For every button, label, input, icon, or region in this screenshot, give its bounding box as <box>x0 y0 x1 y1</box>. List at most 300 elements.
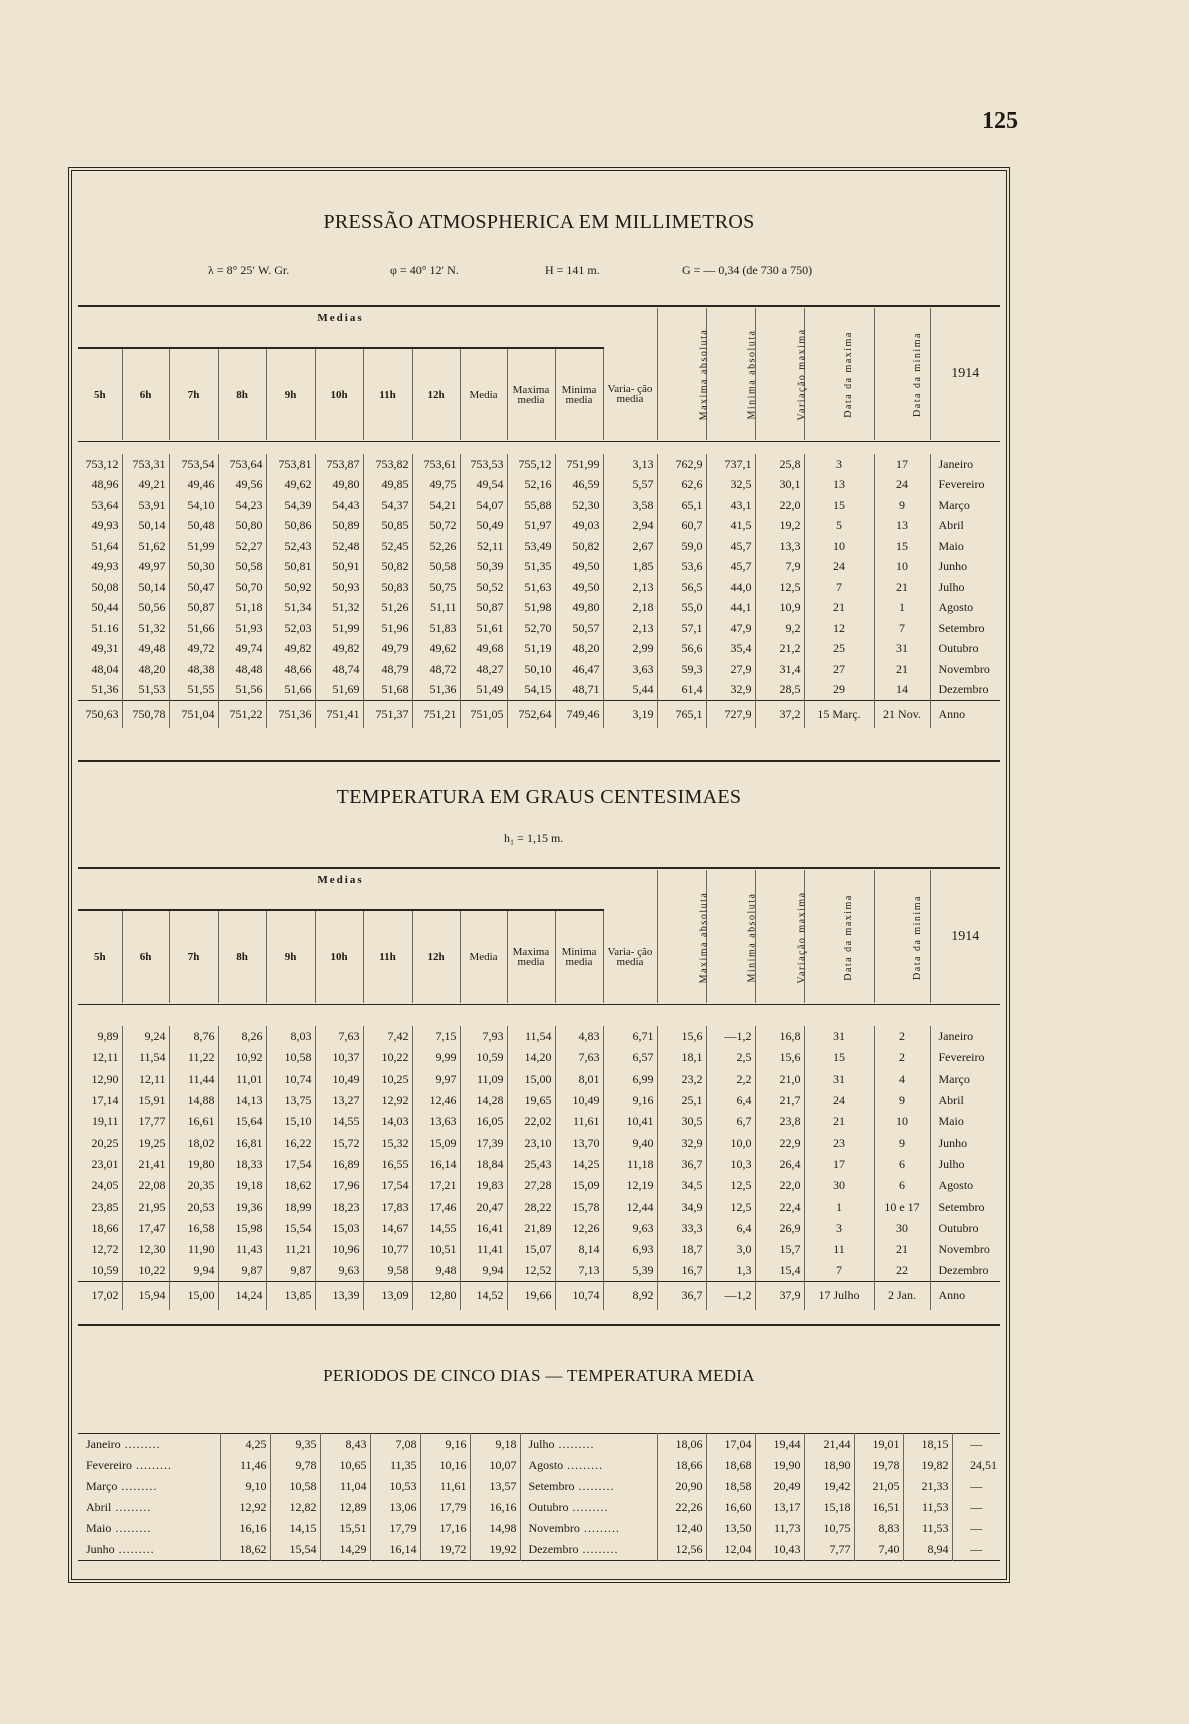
medias-label: Medias <box>317 312 364 324</box>
table-cell: 51,53 <box>122 680 169 701</box>
header-hour: 5h <box>93 951 106 963</box>
table-cell: 7,93 <box>460 1026 507 1047</box>
table-cell: 7,63 <box>315 1026 363 1047</box>
table-cell: 12,5 <box>706 1196 755 1217</box>
month-label: Novembro <box>930 1239 1000 1260</box>
period-value: 21,05 <box>854 1476 903 1497</box>
period-value: 18,90 <box>804 1455 854 1476</box>
table-cell: 6,93 <box>603 1239 657 1260</box>
header-hour: 8h <box>218 348 266 440</box>
table-row <box>78 1069 1000 1090</box>
table-row <box>78 1175 1000 1196</box>
table-cell: 50,58 <box>412 557 460 578</box>
table-cell: 53,91 <box>122 495 169 516</box>
table-cell: 49,93 <box>91 518 119 533</box>
table-cell: 49,97 <box>122 557 169 578</box>
table-cell: 43,1 <box>706 495 755 516</box>
period-month-right <box>520 1497 657 1518</box>
table-cell: 11,61 <box>555 1111 603 1132</box>
table-cell: 13,3 <box>755 536 804 557</box>
month-label: Novembro <box>930 659 1000 680</box>
table-cell: 3 <box>804 1218 874 1239</box>
table-cell: 49,80 <box>555 598 603 619</box>
table-cell: 52,27 <box>218 536 266 557</box>
table-cell: 13,63 <box>412 1111 460 1132</box>
month-label: Maio <box>930 536 1000 557</box>
pressure-table <box>78 454 1000 728</box>
table-cell: 8,76 <box>169 1026 218 1047</box>
table-cell: 51,18 <box>218 598 266 619</box>
table-cell: 11,43 <box>218 1239 266 1260</box>
table-cell: 13 <box>874 516 930 537</box>
period-value: — <box>952 1539 1000 1561</box>
table-row <box>78 659 1000 680</box>
table-cell: 34,5 <box>657 1175 706 1196</box>
table-cell: 32,9 <box>706 680 755 701</box>
table-cell: 10,51 <box>412 1239 460 1260</box>
header-media: Media <box>460 910 507 1003</box>
table-cell: 10 <box>874 1111 930 1132</box>
table-cell: 2,5 <box>706 1047 755 1068</box>
table-cell: 21 <box>874 659 930 680</box>
period-value: 13,17 <box>755 1497 804 1518</box>
page-frame <box>68 167 1010 1583</box>
period-value: 10,53 <box>370 1476 420 1497</box>
table-cell: 27,28 <box>507 1175 555 1196</box>
table-row <box>78 495 1000 516</box>
period-value: 11,73 <box>755 1518 804 1539</box>
table-cell: 4 <box>874 1069 930 1090</box>
table-cell: 11,09 <box>460 1069 507 1090</box>
table-cell: 24,05 <box>91 1178 119 1193</box>
table-cell: 49,75 <box>412 475 460 496</box>
table-cell: 15,72 <box>315 1132 363 1153</box>
table-cell: 16,61 <box>169 1111 218 1132</box>
table-cell: 50,48 <box>169 516 218 537</box>
table-cell: 22 <box>874 1260 930 1281</box>
header-variacao-maxima: Variação maxima <box>796 328 808 421</box>
table-cell: 12,46 <box>412 1090 460 1111</box>
table-row <box>78 639 1000 660</box>
table-cell: 10,59 <box>460 1047 507 1068</box>
table-cell: 25 <box>804 639 874 660</box>
table-cell: 49,72 <box>169 639 218 660</box>
table-cell: 48,66 <box>266 659 315 680</box>
table-cell: 47,9 <box>706 618 755 639</box>
table-cell: 762,9 <box>657 454 706 475</box>
pressure-rows <box>78 454 1000 728</box>
table-cell: 51,49 <box>460 680 507 701</box>
table-cell: 18,02 <box>169 1132 218 1153</box>
table-cell: 51,34 <box>266 598 315 619</box>
table-cell: 16,58 <box>169 1218 218 1239</box>
table-cell: 15,6 <box>755 1047 804 1068</box>
table-cell: 48,20 <box>122 659 169 680</box>
leader-dots: ......... <box>578 1542 619 1556</box>
period-value: 19,78 <box>854 1455 903 1476</box>
period-month-left <box>78 1434 220 1456</box>
table-cell: 10 <box>804 536 874 557</box>
table-cell: 5,57 <box>603 475 657 496</box>
annual-cell: 15,94 <box>122 1282 169 1310</box>
annual-cell: 14,24 <box>218 1282 266 1310</box>
table-cell: 51,69 <box>315 680 363 701</box>
period-value: 17,79 <box>420 1497 470 1518</box>
period-value: 9,18 <box>470 1434 520 1456</box>
table-cell: 753,64 <box>218 454 266 475</box>
annual-cell: 3,19 <box>603 700 657 728</box>
table-cell: 45,7 <box>706 557 755 578</box>
annual-cell: 13,39 <box>315 1282 363 1310</box>
period-value: 16,16 <box>470 1497 520 1518</box>
table-cell: 49,50 <box>555 577 603 598</box>
periods-title: PERIODOS DE CINCO DIAS — TEMPERATURA MEDIA <box>323 1366 755 1385</box>
table-cell: 8,01 <box>555 1069 603 1090</box>
table-cell: 19,25 <box>122 1132 169 1153</box>
table-cell: 6,71 <box>603 1026 657 1047</box>
table-cell: 10,58 <box>266 1047 315 1068</box>
table-cell: 9 <box>874 1090 930 1111</box>
table-cell: 3,13 <box>603 454 657 475</box>
period-value: 19,72 <box>420 1539 470 1561</box>
month-label: Junho <box>930 1132 1000 1153</box>
period-value: 10,65 <box>320 1455 370 1476</box>
table-cell: 30 <box>874 1218 930 1239</box>
leader-dots: ......... <box>131 1458 172 1472</box>
table-cell: 12,90 <box>91 1071 119 1086</box>
table-cell: 10,59 <box>91 1263 119 1278</box>
table-cell: 753,81 <box>266 454 315 475</box>
table-cell: 48,72 <box>412 659 460 680</box>
annual-cell: 765,1 <box>657 700 706 728</box>
table-cell: 14,25 <box>555 1154 603 1175</box>
month-name: Fevereiro <box>86 1458 132 1472</box>
table-cell: 24 <box>804 1090 874 1111</box>
table-cell: 22,4 <box>755 1196 804 1217</box>
table-cell: 3 <box>804 454 874 475</box>
table-cell: 51,66 <box>169 618 218 639</box>
table-cell: 26,9 <box>755 1218 804 1239</box>
table-cell: 19,11 <box>91 1114 119 1129</box>
table-cell: 2 <box>874 1026 930 1047</box>
leader-dots: ......... <box>111 1500 152 1514</box>
table-cell: 48,04 <box>91 661 119 676</box>
period-value: 12,92 <box>220 1497 270 1518</box>
table-cell: 15,00 <box>507 1069 555 1090</box>
table-row <box>78 1196 1000 1217</box>
table-cell: 14,55 <box>412 1218 460 1239</box>
leader-dots: ......... <box>554 1437 595 1451</box>
table-cell: 49,82 <box>266 639 315 660</box>
table-cell: 2,18 <box>603 598 657 619</box>
pressure-altitude: H = 141 m. <box>545 263 600 277</box>
period-value: 19,01 <box>854 1434 903 1456</box>
table-cell: 9,58 <box>363 1260 412 1281</box>
period-value: 9,10 <box>220 1476 270 1497</box>
annual-cell: 751,05 <box>460 700 507 728</box>
temperature-header <box>78 870 1000 1003</box>
period-value: 12,56 <box>657 1539 706 1561</box>
table-row <box>78 1090 1000 1111</box>
period-value: 11,53 <box>903 1518 952 1539</box>
annual-cell: 751,36 <box>266 700 315 728</box>
table-cell: 50,92 <box>266 577 315 598</box>
table-cell: 9,94 <box>169 1260 218 1281</box>
period-value: 7,08 <box>370 1434 420 1456</box>
header-hour: 10h <box>315 910 363 1003</box>
table-cell: 9 <box>874 1132 930 1153</box>
table-cell: 23,2 <box>657 1069 706 1090</box>
table-cell: 18,84 <box>460 1154 507 1175</box>
table-cell: 14,03 <box>363 1111 412 1132</box>
period-value: — <box>952 1518 1000 1539</box>
month-label: Julho <box>930 1154 1000 1175</box>
table-cell: 21,89 <box>507 1218 555 1239</box>
table-cell: 50,93 <box>315 577 363 598</box>
table-cell: 17,54 <box>363 1175 412 1196</box>
table-cell: 50,91 <box>315 557 363 578</box>
period-value: 18,06 <box>657 1434 706 1456</box>
table-cell: 12,5 <box>755 577 804 598</box>
table-cell: 49,03 <box>555 516 603 537</box>
annual-cell: 15,00 <box>169 1282 218 1310</box>
table-cell: 20,35 <box>169 1175 218 1196</box>
table-cell: 65,1 <box>657 495 706 516</box>
header-maxima-absoluta: Maxima absoluta <box>697 328 709 421</box>
period-value: 14,15 <box>270 1518 320 1539</box>
table-cell: 22,0 <box>755 495 804 516</box>
table-cell: 32,9 <box>657 1132 706 1153</box>
table-cell: 14,55 <box>315 1111 363 1132</box>
medias-label: Medias <box>317 874 364 886</box>
period-value: 17,04 <box>706 1434 755 1456</box>
period-month-right <box>520 1539 657 1561</box>
table-cell: 49,54 <box>460 475 507 496</box>
annual-row <box>78 1282 1000 1310</box>
annual-cell: 15 Març. <box>804 700 874 728</box>
table-cell: 6,99 <box>603 1069 657 1090</box>
month-label: Julho <box>930 577 1000 598</box>
table-cell: 46,47 <box>555 659 603 680</box>
period-month-right <box>520 1476 657 1497</box>
period-value: 18,68 <box>706 1455 755 1476</box>
table-cell: 30,5 <box>657 1111 706 1132</box>
table-cell: 6,7 <box>706 1111 755 1132</box>
table-cell: 25,8 <box>755 454 804 475</box>
table-cell: 15,09 <box>555 1175 603 1196</box>
table-cell: 50,85 <box>363 516 412 537</box>
annual-cell: 751,22 <box>218 700 266 728</box>
divider <box>78 760 1000 762</box>
table-cell: 11,22 <box>169 1047 218 1068</box>
table-cell: 10,41 <box>603 1111 657 1132</box>
table-cell: 51,66 <box>266 680 315 701</box>
table-cell: 9,97 <box>412 1069 460 1090</box>
table-cell: 7,42 <box>363 1026 412 1047</box>
annual-cell: 17 Julho <box>804 1282 874 1310</box>
period-value: 8,43 <box>320 1434 370 1456</box>
period-value: 16,14 <box>370 1539 420 1561</box>
table-cell: 60,7 <box>657 516 706 537</box>
period-value: 9,16 <box>420 1434 470 1456</box>
table-cell: 7,9 <box>755 557 804 578</box>
table-cell: 50,44 <box>91 600 119 615</box>
table-cell: 45,7 <box>706 536 755 557</box>
period-value: 18,66 <box>657 1455 706 1476</box>
table-cell: 22,9 <box>755 1132 804 1153</box>
table-cell: 11 <box>804 1239 874 1260</box>
table-cell: 54,10 <box>169 495 218 516</box>
table-cell: 17,21 <box>412 1175 460 1196</box>
table-cell: 14,20 <box>507 1047 555 1068</box>
table-cell: 49,56 <box>218 475 266 496</box>
table-cell: 51,61 <box>460 618 507 639</box>
table-cell: 753,54 <box>169 454 218 475</box>
table-cell: 15 <box>874 536 930 557</box>
table-cell: 18,62 <box>266 1175 315 1196</box>
month-label: Abril <box>930 516 1000 537</box>
header-hour: 8h <box>218 910 266 1003</box>
leader-dots: ......... <box>117 1479 158 1493</box>
table-row <box>78 475 1000 496</box>
period-value: 16,51 <box>854 1497 903 1518</box>
table-cell: 50,87 <box>169 598 218 619</box>
table-cell: 15,7 <box>755 1239 804 1260</box>
period-month-left <box>78 1476 220 1497</box>
table-cell: 52,16 <box>507 475 555 496</box>
table-cell: 51,11 <box>412 598 460 619</box>
table-cell: 49,31 <box>91 641 119 656</box>
table-cell: 20,25 <box>91 1135 119 1150</box>
annual-cell: 750,63 <box>78 700 122 728</box>
divider <box>78 1004 1000 1005</box>
month-name: Maio <box>86 1521 112 1535</box>
month-label: Dezembro <box>930 1260 1000 1281</box>
table-cell: 22,0 <box>755 1175 804 1196</box>
table-cell: 753,87 <box>315 454 363 475</box>
table-cell: 49,48 <box>122 639 169 660</box>
annual-label: Anno <box>930 700 1000 728</box>
table-cell: 49,74 <box>218 639 266 660</box>
table-cell: 52,03 <box>266 618 315 639</box>
header-data-minima: Data da minima <box>911 894 923 980</box>
annual-cell: 751,21 <box>412 700 460 728</box>
table-cell: 49,21 <box>122 475 169 496</box>
table-cell: 8,14 <box>555 1239 603 1260</box>
table-cell: 51,99 <box>169 536 218 557</box>
table-cell: 34,9 <box>657 1196 706 1217</box>
table-cell: 8,26 <box>218 1026 266 1047</box>
table-cell: 25,1 <box>657 1090 706 1111</box>
period-month-right <box>520 1434 657 1456</box>
table-cell: 1,3 <box>706 1260 755 1281</box>
table-cell: 51,64 <box>91 538 119 553</box>
table-row <box>78 1026 1000 1047</box>
table-cell: 14 <box>874 680 930 701</box>
table-cell: 15 <box>804 1047 874 1068</box>
table-cell: 9,63 <box>315 1260 363 1281</box>
table-cell: 54,21 <box>412 495 460 516</box>
table-cell: 62,6 <box>657 475 706 496</box>
table-cell: 11,90 <box>169 1239 218 1260</box>
table-cell: 15,98 <box>218 1218 266 1239</box>
period-row <box>78 1476 1000 1497</box>
table-cell: 15,03 <box>315 1218 363 1239</box>
table-cell: 6,4 <box>706 1218 755 1239</box>
table-cell: 9,94 <box>460 1260 507 1281</box>
table-cell: 7 <box>804 577 874 598</box>
table-cell: 11,18 <box>603 1154 657 1175</box>
table-cell: 50,89 <box>315 516 363 537</box>
header-hour: 5h <box>93 388 106 401</box>
table-cell: 753,12 <box>85 456 119 471</box>
table-row <box>78 1260 1000 1281</box>
period-value: 13,06 <box>370 1497 420 1518</box>
period-value: 19,90 <box>755 1455 804 1476</box>
table-cell: 51,93 <box>218 618 266 639</box>
table-cell: 7,63 <box>555 1047 603 1068</box>
table-cell: 12,11 <box>91 1050 119 1065</box>
period-row <box>78 1455 1000 1476</box>
table-cell: 16,89 <box>315 1154 363 1175</box>
temperature-title: TEMPERATURA EM GRAUS CENTESIMAES <box>336 786 742 808</box>
table-cell: 24 <box>804 557 874 578</box>
table-cell: 5,39 <box>603 1260 657 1281</box>
table-row <box>78 1218 1000 1239</box>
header-hour: 6h <box>122 910 169 1003</box>
table-cell: 26,4 <box>755 1154 804 1175</box>
table-cell: 49,80 <box>315 475 363 496</box>
table-cell: 9,40 <box>603 1132 657 1153</box>
month-label: Setembro <box>930 618 1000 639</box>
table-cell: 50,52 <box>460 577 507 598</box>
table-cell: 19,83 <box>460 1175 507 1196</box>
table-cell: 46,59 <box>555 475 603 496</box>
period-value: 12,40 <box>657 1518 706 1539</box>
period-value: 16,16 <box>220 1518 270 1539</box>
period-value: 19,44 <box>755 1434 804 1456</box>
month-name: Junho <box>86 1542 115 1556</box>
table-row <box>78 557 1000 578</box>
table-cell: 59,3 <box>657 659 706 680</box>
table-cell: 49,85 <box>363 475 412 496</box>
table-cell: 12,5 <box>706 1175 755 1196</box>
table-cell: 15,64 <box>218 1111 266 1132</box>
month-label: Março <box>930 1069 1000 1090</box>
period-month-right <box>520 1455 657 1476</box>
table-cell: 21 <box>804 1111 874 1132</box>
month-label: Janeiro <box>930 454 1000 475</box>
table-cell: 33,3 <box>657 1218 706 1239</box>
table-cell: 51,32 <box>122 618 169 639</box>
table-cell: 54,39 <box>266 495 315 516</box>
table-cell: 50,56 <box>122 598 169 619</box>
table-cell: 755,12 <box>507 454 555 475</box>
table-cell: 10,22 <box>122 1260 169 1281</box>
table-cell: 48,20 <box>555 639 603 660</box>
table-cell: 21,95 <box>122 1196 169 1217</box>
header-hour: 12h <box>412 348 460 440</box>
table-cell: 11,54 <box>122 1047 169 1068</box>
annual-cell: 752,64 <box>507 700 555 728</box>
month-label: Dezembro <box>930 680 1000 701</box>
table-cell: 11,21 <box>266 1239 315 1260</box>
table-cell: 23 <box>804 1132 874 1153</box>
table-cell: 51,55 <box>169 680 218 701</box>
table-cell: 52,48 <box>315 536 363 557</box>
table-cell: 751,99 <box>555 454 603 475</box>
table-cell: 25,43 <box>507 1154 555 1175</box>
